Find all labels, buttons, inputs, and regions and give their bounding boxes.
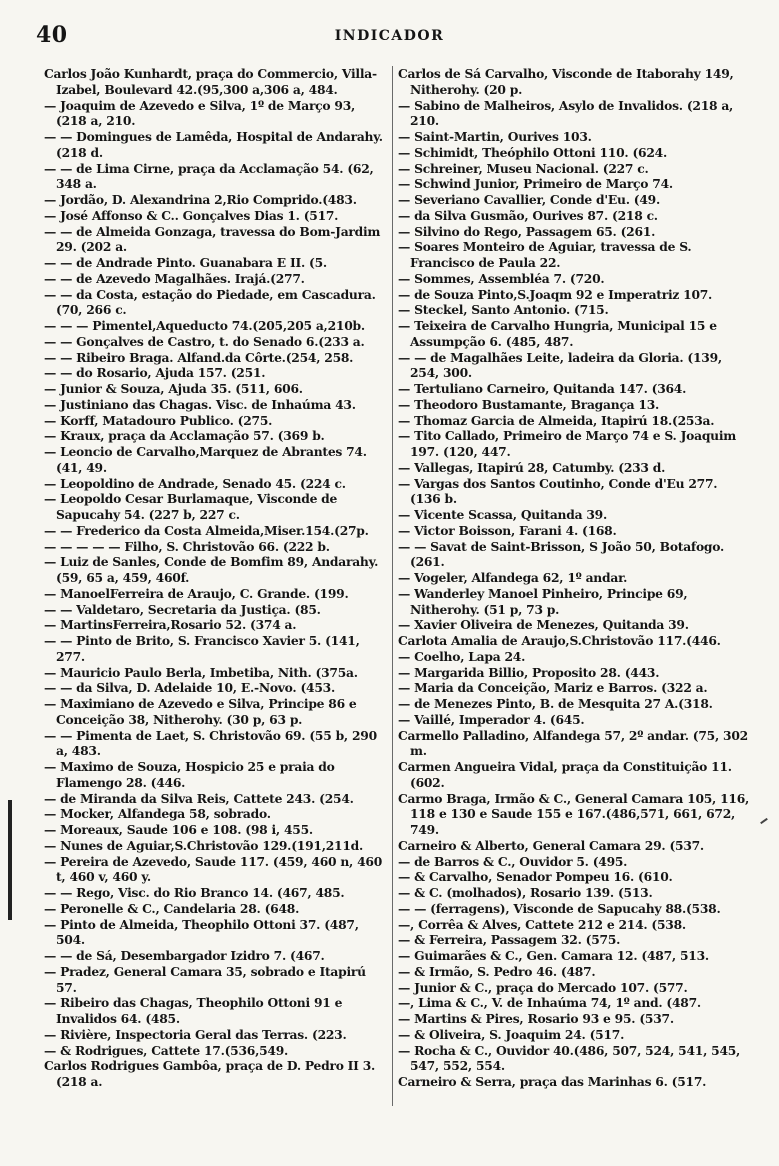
directory-entry: — Saint-Martin, Ourives 103. xyxy=(398,129,592,144)
directory-entry: — — de Andrade Pinto. Guanabara E II. (5. xyxy=(44,255,327,270)
directory-entry: — Korff, Matadouro Publico. (275. xyxy=(44,412,273,428)
directory-entry: — Severiano Cavallier, Conde d'Eu. (49. xyxy=(398,192,660,207)
directory-entry: — — de Lima Cirne, praça da Acclamação 54. (62, 348 a. xyxy=(44,160,374,192)
directory-entry: Carneiro & Alberto, General Camara 29. (537. xyxy=(398,837,704,853)
directory-entry: — — da Silva, D. Adelaide 10, E.-Novo. (453. xyxy=(44,680,335,696)
directory-entry: — Mauricio Paulo Berla, Imbetiba, Nith. (375a. xyxy=(44,664,358,680)
directory-entry: — de Barros & C., Ouvidor 5. (495. xyxy=(398,853,628,869)
directory-entry: — — — Pimentel,Aqueducto 74.(205,205 a,210b. xyxy=(44,318,365,333)
directory-entry: — & Rodrigues, Cattete 17.(536,549. xyxy=(44,1042,289,1058)
directory-entry: — — de Magalhães Leite, ladeira da Gloria. (139, 254, 300. xyxy=(398,349,722,381)
directory-entry: — — Pimenta de Laet, S. Christovão 69. (55 b, 290 a, 483. xyxy=(44,727,377,759)
directory-entry: — — de Azevedo Magalhães. Irajá.(277. xyxy=(44,270,305,286)
directory-entry: — ManoelFerreira de Araujo, C. Grande. (199. xyxy=(44,585,349,601)
directory-entry: — Thomaz Garcia de Almeida, Itapirú 18.(253a. xyxy=(398,412,715,428)
directory-entry: — — Valdetaro, Secretaria da Justiça. (85. xyxy=(44,601,321,617)
directory-entry: — Nunes de Aguiar,S.Christovão 129.(191,211d. xyxy=(44,837,364,853)
directory-entry: Carlota Amalia de Araujo,S.Christovão 117.(446. xyxy=(398,633,721,648)
directory-entry: — Maria da Conceição, Mariz e Barros. (322 a. xyxy=(398,680,708,696)
directory-entry: — Rivière, Inspectoria Geral das Terras. (223. xyxy=(44,1026,347,1042)
directory-entry: — Ribeiro das Chagas, Theophilo Ottoni 91 e Invalidos 64. (485. xyxy=(44,995,343,1026)
running-title: INDICADOR xyxy=(334,28,445,44)
margin-pencil-tick xyxy=(760,818,768,824)
directory-entry: — Pradez, General Camara 35, sobrado e Itapirú 57. xyxy=(44,963,366,995)
right-column xyxy=(398,66,750,1090)
directory-entry: — Steckel, Santo Antonio. (715. xyxy=(398,302,609,318)
directory-entry: — Mocker, Alfandega 58, sobrado. xyxy=(44,806,271,822)
directory-entry: — Schreiner, Museu Nacional. (227 c. xyxy=(398,160,649,176)
directory-entry: — Vogeler, Alfandega 62, 1º andar. xyxy=(398,570,628,585)
page-number: 40 xyxy=(36,22,68,48)
directory-entry: — Vallegas, Itapirú 28, Catumby. (233 d. xyxy=(398,459,666,475)
directory-entry: — Theodoro Bustamante, Bragança 13. xyxy=(398,396,660,412)
directory-entry: — Guimarães & C., Gen. Camara 12. (487, 513. xyxy=(398,948,709,963)
directory-entry: — Maximo de Souza, Hospicio 25 e praia do Flamengo 28. (446. xyxy=(44,759,335,790)
directory-entry: — Vaillé, Imperador 4. (645. xyxy=(398,711,585,727)
directory-entry: — — do Rosario, Ajuda 157. (251. xyxy=(44,365,266,381)
column-divider xyxy=(392,66,393,1106)
directory-entry: — de Menezes Pinto, B. de Mesquita 27 A.(318. xyxy=(398,696,713,711)
left-column xyxy=(44,66,389,1090)
directory-entry: — — Rego, Visc. do Rio Branco 14. (467, 485. xyxy=(44,885,345,900)
directory-entry: — Vargas dos Santos Coutinho, Conde d'Eu 277. (136 b. xyxy=(398,475,718,507)
directory-entry: Carlos Rodrigues Gambôa, praça de D. Pedro II 3. (218 a. xyxy=(44,1058,376,1089)
directory-entry: Carlos João Kunhardt, praça do Commercio, Villa-Izabel, Boulevard 42.(95,300 a,306 a, 484. xyxy=(44,66,377,97)
directory-entry: — Silvino do Rego, Passagem 65. (261. xyxy=(398,223,656,239)
directory-entry: — Margarida Billio, Proposito 28. (443. xyxy=(398,664,660,680)
directory-entry: — de Miranda da Silva Reis, Cattete 243. (254. xyxy=(44,790,354,806)
directory-entry: — Junior & C., praça do Mercado 107. (577. xyxy=(398,979,688,995)
directory-entry: — Luiz de Sanles, Conde de Bomfim 89, Andarahy. (59, 65 a, 459, 460f. xyxy=(44,554,379,585)
directory-entry: — — Gonçalves de Castro, t. do Senado 6.(233 a. xyxy=(44,333,365,349)
directory-entry: — Soares Monteiro de Aguiar, travessa de S. Francisco de Paula 22. xyxy=(398,239,692,270)
directory-entry: Carmo Braga, Irmão & C., General Camara 105, 116, 118 e 130 e Saude 155 e 167.(486,571, 661, 672, 749. xyxy=(398,790,750,837)
directory-entry: —, Corrêa & Alves, Cattete 212 e 214. (538. xyxy=(398,916,686,932)
directory-entry: — Justiniano das Chagas. Visc. de Inhaúma 43. xyxy=(44,396,356,412)
directory-entry: — Victor Boisson, Farani 4. (168. xyxy=(398,522,617,538)
directory-entry: — Pereira de Azevedo, Saude 117. (459, 460 n, 460 t, 460 v, 460 y. xyxy=(44,853,383,885)
directory-entry: — & Irmão, S. Pedro 46. (487. xyxy=(398,963,596,979)
directory-entry: — — de Sá, Desembargador Izidro 7. (467. xyxy=(44,948,325,963)
directory-entry: — — Ribeiro Braga. Alfand.da Côrte.(254, 258. xyxy=(44,349,354,365)
directory-entry: — Martins & Pires, Rosario 93 e 95. (537. xyxy=(398,1011,674,1026)
directory-entry: — Peronelle & C., Candelaria 28. (648. xyxy=(44,900,300,916)
directory-entry: — Pinto de Almeida, Theophilo Ottoni 37. (487, 504. xyxy=(44,916,359,948)
directory-entry: — MartinsFerreira,Rosario 52. (374 a. xyxy=(44,617,297,633)
directory-entry: — Tito Callado, Primeiro de Março 74 e S. Joaquim 197. (120, 447. xyxy=(398,428,737,459)
directory-entry: — Leoncio de Carvalho,Marquez de Abrantes 74. (41, 49. xyxy=(44,444,367,475)
directory-entry: — Tertuliano Carneiro, Quitanda 147. (364. xyxy=(398,381,687,396)
directory-entry: — & C. (molhados), Rosario 139. (513. xyxy=(398,885,653,900)
directory-entry: Carmen Angueira Vidal, praça da Constituição 11. (602. xyxy=(398,759,732,790)
directory-entry: — Wanderley Manoel Pinheiro, Principe 69, Nitherohy. (51 p, 73 p. xyxy=(398,585,688,617)
directory-entry: — — da Costa, estação do Piedade, em Cascadura. (70, 266 c. xyxy=(44,286,376,318)
directory-entry: — Schimidt, Theóphilo Ottoni 110. (624. xyxy=(398,144,667,160)
directory-entry: — Kraux, praça da Acclamação 57. (369 b. xyxy=(44,428,325,444)
directory-entry: — José Affonso & C.. Gonçalves Dias 1. (517. xyxy=(44,207,339,223)
directory-entry: — Rocha & C., Ouvidor 40.(486, 507, 524, 541, 545, 547, 552, 554. xyxy=(398,1042,741,1074)
directory-entry: — Jordão, D. Alexandrina 2,Rio Comprido.(483. xyxy=(44,192,357,207)
margin-ink-mark xyxy=(8,800,12,920)
directory-entry: — Maximiano de Azevedo e Silva, Principe 86 e Conceição 38, Nitherohy. (30 p, 63 p. xyxy=(44,696,357,727)
directory-entry: — Leopoldo Cesar Burlamaque, Visconde de Sapucahy 54. (227 b, 227 c. xyxy=(44,491,338,522)
directory-entry: Carlos de Sá Carvalho, Visconde de Itaborahy 149, Nitherohy. (20 p. xyxy=(398,66,734,97)
directory-entry: — — Savat de Saint-Brisson, S João 50, Botafogo. (261. xyxy=(398,538,725,570)
directory-entry: — Leopoldino de Andrade, Senado 45. (224 c. xyxy=(44,475,346,491)
directory-entry: —, Lima & C., V. de Inhaúma 74, 1º and. (487. xyxy=(398,995,701,1011)
directory-entry: — — — — — Filho, S. Christovão 66. (222 b. xyxy=(44,538,330,554)
directory-entry: — — Pinto de Brito, S. Francisco Xavier 5. (141, 277. xyxy=(44,633,360,664)
directory-entry: — — (ferragens), Visconde de Sapucahy 88.(538. xyxy=(398,900,721,916)
directory-entry: — Coelho, Lapa 24. xyxy=(398,648,526,664)
directory-entry: — Vicente Scassa, Quitanda 39. xyxy=(398,507,607,522)
directory-entry: Carmello Palladino, Alfandega 57, 2º andar. (75, 302 m. xyxy=(398,727,748,759)
directory-entry: — da Silva Gusmão, Ourives 87. (218 c. xyxy=(398,207,658,223)
directory-entry: — — Domingues de Lamêda, Hospital de Andarahy. (218 d. xyxy=(44,129,383,160)
directory-entry: — & Oliveira, S. Joaquim 24. (517. xyxy=(398,1026,625,1042)
directory-entry: — Schwind Junior, Primeiro de Março 74. xyxy=(398,176,673,192)
directory-entry: — de Souza Pinto,S.Joaqm 92 e Imperatriz 107. xyxy=(398,286,713,302)
directory-entry: — Sabino de Malheiros, Asylo de Invalidos. (218 a, 210. xyxy=(398,97,734,129)
directory-entry: — Teixeira de Carvalho Hungria, Municipal 15 e Assumpção 6. (485, 487. xyxy=(398,318,717,349)
directory-entry: — & Ferreira, Passagem 32. (575. xyxy=(398,932,621,948)
directory-entry: — Joaquim de Azevedo e Silva, 1º de Março 93, (218 a, 210. xyxy=(44,97,356,129)
directory-entry: — & Carvalho, Senador Pompeu 16. (610. xyxy=(398,869,673,885)
directory-entry: — Sommes, Assembléa 7. (720. xyxy=(398,270,605,286)
directory-entry: — Xavier Oliveira de Menezes, Quitanda 39. xyxy=(398,617,689,633)
directory-entry: — — de Almeida Gonzaga, travessa do Bom-Jardim 29. (202 a. xyxy=(44,223,381,255)
directory-entry: Carneiro & Serra, praça das Marinhas 6. (517. xyxy=(398,1074,707,1089)
directory-entry: — — Frederico da Costa Almeida,Miser.154.(27p. xyxy=(44,522,369,538)
directory-entry: — Junior & Souza, Ajuda 35. (511, 606. xyxy=(44,381,303,396)
directory-entry: — Moreaux, Saude 106 e 108. (98 i, 455. xyxy=(44,822,313,837)
